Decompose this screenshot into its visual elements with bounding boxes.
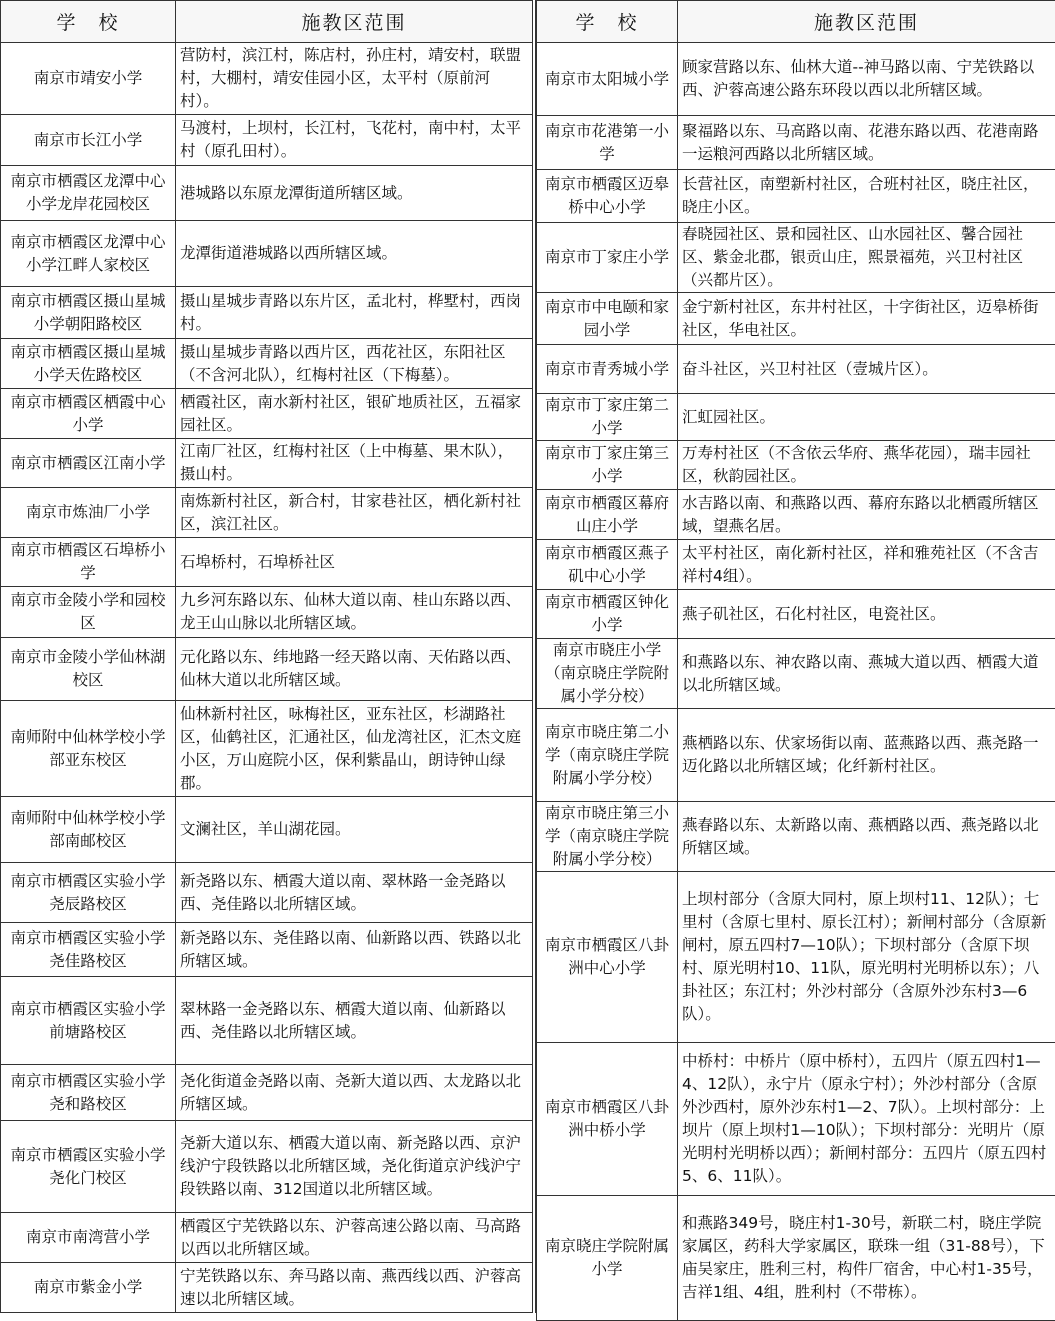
district-area: 马渡村，上坝村，长江村，飞花村，南中村，太平村（原孔田村）。 xyxy=(176,115,533,166)
school-name: 南京市金陵小学和园校区 xyxy=(1,587,176,638)
district-area: 奋斗社区，兴卫村社区（壹城片区）。 xyxy=(678,345,1055,394)
school-name: 南京市太阳城小学 xyxy=(537,43,678,116)
district-area: 摄山星城步青路以东片区，孟北村，桦墅村，西岗村。 xyxy=(176,287,533,339)
table-row xyxy=(1,221,533,287)
table-row xyxy=(537,293,1055,345)
table-row xyxy=(1,488,533,538)
school-name: 南京市炼油厂小学 xyxy=(1,488,176,538)
district-area: 春晓园社区、景和园社区、山水园社区、馨合园社区、紫金北郡，银贡山庄，熙景福苑，兴卫村社区（兴都片区）。 xyxy=(678,223,1055,293)
district-area: 石埠桥村，石埠桥社区 xyxy=(176,538,533,587)
school-name: 南京市栖霞区实验小学尧辰路校区 xyxy=(1,863,176,923)
school-name: 南京市晓庄第二小学（南京晓庄学院附属小学分校） xyxy=(537,709,678,802)
table-row xyxy=(1,439,533,488)
district-area: 和燕路以东、神农路以南、燕城大道以西、栖霞大道以北所辖区域。 xyxy=(678,639,1055,709)
district-area: 营防村，滨江村，陈店村，孙庄村，靖安村，联盟村，大棚村，靖安佳园小区，太平村（原前河村）。 xyxy=(176,43,533,115)
table-row xyxy=(537,590,1055,639)
table-row xyxy=(1,339,533,389)
table-row xyxy=(537,170,1055,223)
district-area: 长营社区，南塑新村社区，合班村社区，晓庄社区，晓庄小区。 xyxy=(678,170,1055,223)
table-row xyxy=(1,1213,533,1263)
district-area: 水吉路以南、和燕路以西、幕府东路以北栖霞所辖区域，望燕名居。 xyxy=(678,490,1055,540)
district-area: 龙潭街道港城路以西所辖区域。 xyxy=(176,221,533,287)
district-area: 上坝村部分（含原大同村，原上坝村11、12队）；七里村（含原七里村、原长江村）；新闸村部分（含原新闸村，原五四村7—10队）；下坝村部分（含原下坝村、原光明村10、11队，原光明村光明桥以东）；八卦社区；东江村；外沙村部分（含原外沙东村3—6队）。 xyxy=(678,872,1055,1043)
school-name: 南京市紫金小学 xyxy=(1,1263,176,1313)
school-name: 南京市栖霞区实验小学尧和路校区 xyxy=(1,1065,176,1121)
school-district-table-right xyxy=(536,0,1055,1321)
area-column-header: 施教区范围 xyxy=(176,1,533,43)
table-row xyxy=(537,394,1055,441)
school-name: 南京市栖霞区龙潭中心小学龙岸花园校区 xyxy=(1,166,176,221)
district-area: 新尧路以东、栖霞大道以南、翠林路一金尧路以西、尧佳路以北所辖区域。 xyxy=(176,863,533,923)
school-name: 南京市丁家庄第三小学 xyxy=(537,441,678,490)
school-name: 南京市靖安小学 xyxy=(1,43,176,115)
district-area: 仙林新村社区，咏梅社区，亚东社区，杉湖路社区，仙鹤社区，汇通社区，仙龙湾社区，汇杰文庭小区，万山庭院小区，保利紫晶山，朗诗钟山绿郡。 xyxy=(176,701,533,797)
school-name: 南京市栖霞区实验小学前塘路校区 xyxy=(1,977,176,1065)
table-row xyxy=(1,923,533,977)
table-row xyxy=(537,490,1055,540)
table-row xyxy=(1,863,533,923)
district-area: 文澜社区，羊山湖花园。 xyxy=(176,797,533,863)
table-row xyxy=(537,872,1055,1043)
school-name: 南京市长江小学 xyxy=(1,115,176,166)
district-area: 栖霞区宁芜铁路以东、沪蓉高速公路以南、马高路以西以北所辖区域。 xyxy=(176,1213,533,1263)
table-row xyxy=(1,1263,533,1313)
table-row xyxy=(1,115,533,166)
school-name: 南京市栖霞区迈皋桥中心小学 xyxy=(537,170,678,223)
school-name: 南京市青秀城小学 xyxy=(537,345,678,394)
district-area: 港城路以东原龙潭街道所辖区域。 xyxy=(176,166,533,221)
school-name: 南京市丁家庄小学 xyxy=(537,223,678,293)
district-area: 中桥村：中桥片（原中桥村），五四片（原五四村1—4、12队），永宁片（原永宁村）；外沙村部分（含原外沙西村，原外沙东村1—2、7队）。上坝村部分：上坝片（原上坝村1—10队）；下坝村部分：光明片（原光明村光明桥以西）；新闸村部分：五四片（原五四村5、6、11队）。 xyxy=(678,1043,1055,1196)
district-area: 栖霞社区，南水新村社区，银矿地质社区，五福家园社区。 xyxy=(176,389,533,439)
school-name: 南京市栖霞区栖霞中心小学 xyxy=(1,389,176,439)
header-row xyxy=(537,1,1055,43)
table-row xyxy=(537,116,1055,170)
header-row xyxy=(1,1,533,43)
school-name: 南京市金陵小学仙林湖校区 xyxy=(1,638,176,701)
table-row xyxy=(537,441,1055,490)
school-name: 南京市栖霞区幕府山庄小学 xyxy=(537,490,678,540)
district-area: 燕春路以东、太新路以南、燕栖路以西、燕尧路以北所辖区域。 xyxy=(678,802,1055,872)
table-row xyxy=(1,638,533,701)
district-area: 聚福路以东、马高路以南、花港东路以西、花港南路一运粮河西路以北所辖区域。 xyxy=(678,116,1055,170)
school-name: 南京市栖霞区八卦洲中桥小学 xyxy=(537,1043,678,1196)
district-area: 翠林路一金尧路以东、栖霞大道以南、仙新路以西、尧佳路以北所辖区域。 xyxy=(176,977,533,1065)
school-name: 南京市栖霞区石埠桥小学 xyxy=(1,538,176,587)
table-row xyxy=(1,166,533,221)
school-name: 南京市栖霞区实验小学尧佳路校区 xyxy=(1,923,176,977)
school-name: 南京市栖霞区燕子矶中心小学 xyxy=(537,540,678,590)
school-column-header: 学 校 xyxy=(1,1,176,43)
table-row xyxy=(1,701,533,797)
table-row xyxy=(1,977,533,1065)
school-name: 南京市中电颐和家园小学 xyxy=(537,293,678,345)
table-row xyxy=(537,345,1055,394)
table-row xyxy=(537,540,1055,590)
table-row xyxy=(1,587,533,638)
school-name: 南师附中仙林学校小学部亚东校区 xyxy=(1,701,176,797)
district-area: 顾家营路以东、仙林大道--神马路以南、宁芜铁路以西、沪蓉高速公路东环段以西以北所辖区域。 xyxy=(678,43,1055,116)
school-name: 南京市栖霞区实验小学尧化门校区 xyxy=(1,1121,176,1213)
table-row xyxy=(1,1065,533,1121)
district-area: 九乡河东路以东、仙林大道以南、桂山东路以西、龙王山山脉以北所辖区域。 xyxy=(176,587,533,638)
table-row xyxy=(537,802,1055,872)
district-area: 摄山星城步青路以西片区，西花社区，东阳社区（不含河北队），红梅村社区（下梅墓）。 xyxy=(176,339,533,389)
table-row xyxy=(1,43,533,115)
school-name: 南师附中仙林学校小学部南邮校区 xyxy=(1,797,176,863)
table-row xyxy=(537,639,1055,709)
school-name: 南京市栖霞区龙潭中心小学江畔人家校区 xyxy=(1,221,176,287)
district-area: 江南厂社区，红梅村社区（上中梅墓、果木队），摄山村。 xyxy=(176,439,533,488)
school-name: 南京市栖霞区江南小学 xyxy=(1,439,176,488)
school-name: 南京市栖霞区摄山星城小学朝阳路校区 xyxy=(1,287,176,339)
district-area: 万寿村社区（不含依云华府、燕华花园），瑞丰园社区，秋韵园社区。 xyxy=(678,441,1055,490)
table-row xyxy=(537,43,1055,116)
district-area: 太平村社区，南化新村社区，祥和雅苑社区（不含吉祥村4组）。 xyxy=(678,540,1055,590)
school-column-header: 学 校 xyxy=(537,1,678,43)
district-area: 南炼新村社区，新合村，甘家巷社区，栖化新村社区，滨江社区。 xyxy=(176,488,533,538)
district-area: 宁芜铁路以东、奔马路以南、燕西线以西、沪蓉高速以北所辖区域。 xyxy=(176,1263,533,1313)
table-row xyxy=(537,1196,1055,1321)
district-area: 汇虹园社区。 xyxy=(678,394,1055,441)
district-area: 新尧路以东、尧佳路以南、仙新路以西、铁路以北所辖区域。 xyxy=(176,923,533,977)
district-area: 和燕路349号，晓庄村1-30号，新联二村，晓庄学院家属区，药科大学家属区，联珠一组（31-88号），下庙吴家庄，胜利三村，构件厂宿舍，中心村1-35号，吉祥1组、4组，胜利村（不带栋）。 xyxy=(678,1196,1055,1321)
table-row xyxy=(537,709,1055,802)
district-area: 燕子矶社区，石化村社区，电瓷社区。 xyxy=(678,590,1055,639)
district-area: 尧化街道金尧路以南、尧新大道以西、太龙路以北所辖区域。 xyxy=(176,1065,533,1121)
table-row xyxy=(1,797,533,863)
school-name: 南京市晓庄小学（南京晓庄学院附属小学分校） xyxy=(537,639,678,709)
area-column-header: 施教区范围 xyxy=(678,1,1055,43)
school-name: 南京市栖霞区钟化小学 xyxy=(537,590,678,639)
school-name: 南京市南湾营小学 xyxy=(1,1213,176,1263)
school-name: 南京市晓庄第三小学（南京晓庄学院附属小学分校） xyxy=(537,802,678,872)
district-area: 元化路以东、纬地路一经天路以南、天佑路以西、仙林大道以北所辖区域。 xyxy=(176,638,533,701)
district-area: 金宁新村社区，东井村社区，十字街社区，迈皋桥街社区，华电社区。 xyxy=(678,293,1055,345)
district-area: 燕栖路以东、伏家场街以南、蓝燕路以西、燕尧路一迈化路以北所辖区域；化纤新村社区。 xyxy=(678,709,1055,802)
school-name: 南京晓庄学院附属小学 xyxy=(537,1196,678,1321)
school-name: 南京市栖霞区摄山星城小学天佐路校区 xyxy=(1,339,176,389)
table-row xyxy=(1,1121,533,1213)
table-row xyxy=(537,223,1055,293)
table-row xyxy=(1,538,533,587)
table-row xyxy=(537,1043,1055,1196)
district-area: 尧新大道以东、栖霞大道以南、新尧路以西、京沪线沪宁段铁路以北所辖区域，尧化街道京沪线沪宁段铁路以南、312国道以北所辖区域。 xyxy=(176,1121,533,1213)
school-name: 南京市花港第一小学 xyxy=(537,116,678,170)
table-row xyxy=(1,389,533,439)
school-name: 南京市丁家庄第二小学 xyxy=(537,394,678,441)
school-name: 南京市栖霞区八卦洲中心小学 xyxy=(537,872,678,1043)
table-row xyxy=(1,287,533,339)
